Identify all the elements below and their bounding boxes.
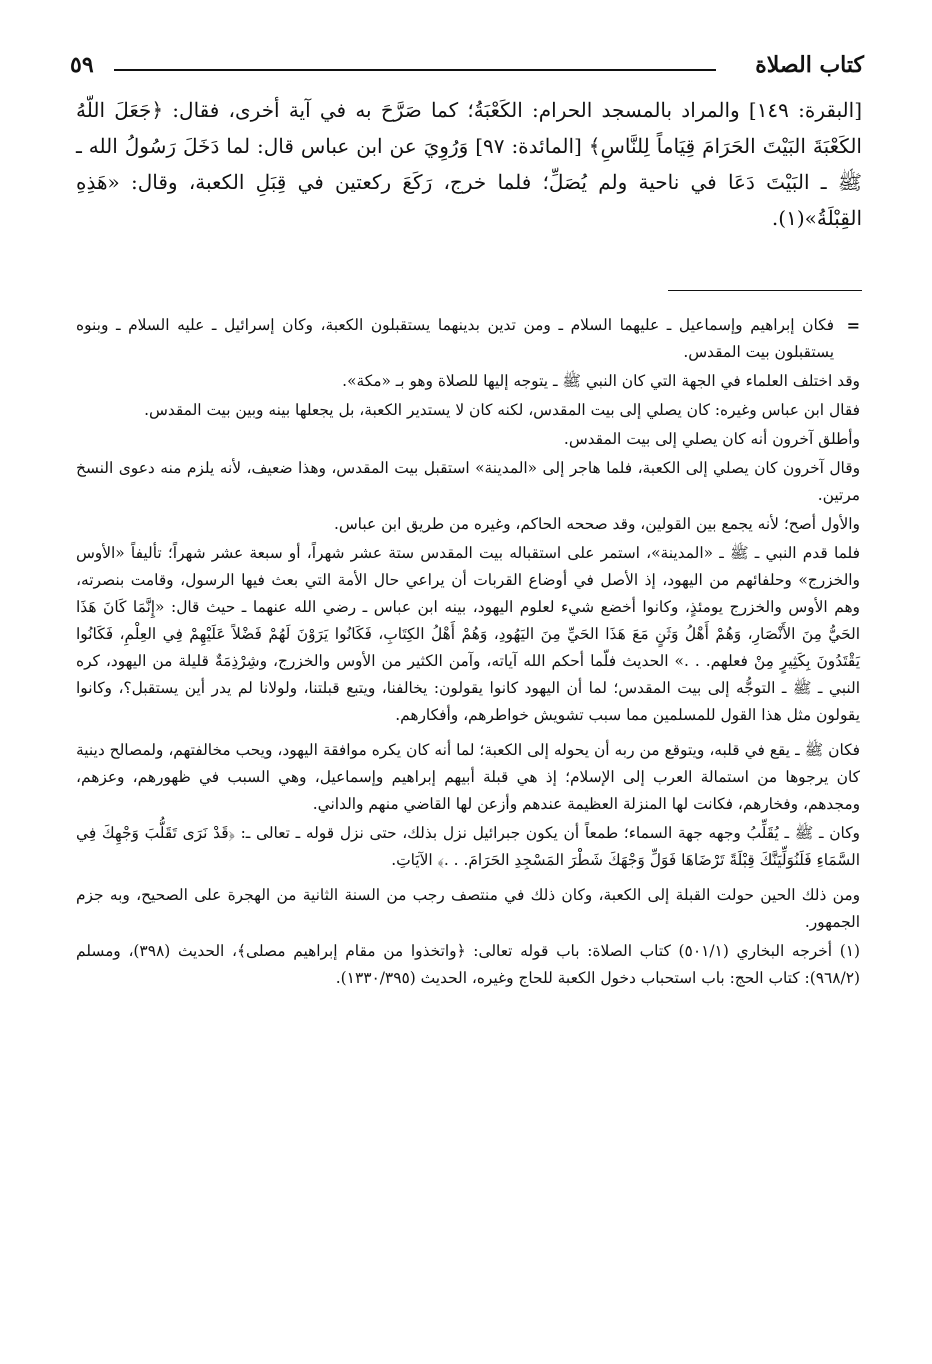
note-paragraph: وأطلق آخرون أنه كان يصلي إلى بيت المقدس.: [563, 430, 860, 448]
continuation-mark: =: [846, 316, 860, 335]
page-header: [70, 50, 864, 90]
note-paragraph: ومن ذلك الحين حولت القبلة إلى الكعبة، وكان ذلك في منتصف رجب من السنة الثانية من الهجرة على الصحيح، وبه جزم الجمهور.: [76, 886, 860, 931]
main-text: [76, 92, 862, 236]
chapter-title: كتاب الصلاة: [755, 52, 864, 78]
note-paragraph: وقال آخرون كان يصلي إلى الكعبة، فلما هاجر إلى «المدينة» استقبل بيت المقدس، وهذا ضعيف، لأنه يلزم منه دعوى النسخ مرتين.: [76, 459, 860, 504]
note-paragraph: وكان ـ ﷺ ـ يُقَلِّبُ وجهه جهة السماء؛ طمعاً أن يكون جبرائيل نزل بذلك، حتى نزل قوله ـ تعالى ـ: ﴿قَدْ نَرَى تَقَلُّبَ وَجْهِكَ فِي السَّمَاءِ فَلَنُوَلِّيَنَّكَ قِبْلَةً تَرْضَاهَا فَوَلِّ وَجْهَكَ شَطْرَ المَسْجِدِ الحَرَامَ. . .﴾ الآيَاتِ.: [76, 824, 860, 869]
main-paragraph: [البقرة: ١٤٩] والمراد بالمسجد الحرام: الكَعْبَةُ؛ كما صَرَّحَ به في آية أخرى، فقال: ﴿جَعَلَ اللّهُ الكَعْبَةَ البَيْتَ الحَرَامَ قِيَاماً لِلنَّاسِ﴾ [المائدة: ٩٧] وَرُوِيَ عن ابن عباس قال: لما دَخَلَ رَسُولُ الله ـ ﷺ ـ البَيْتَ دَعَا في ناحية ولم يُصَلِّ؛ فلما خرج، رَكَعَ ركعتين في قِبَلِ الكعبة، وقال: «هَذِهِ القِبْلَةُ»(١).: [76, 98, 862, 230]
footnote-1: (١) أخرجه البخاري (٥٠١/١) كتاب الصلاة: باب قوله تعالى: ﴿واتخذوا من مقام إبراهيم مصلى﴾، الحديث (٣٩٨)، ومسلم (٩٦٨/٢): كتاب الحج: باب استحباب دخول الكعبة للحاج وغيره، الحديث (١٣٣٠/٣٩٥).: [76, 942, 860, 987]
note-paragraph: فقال ابن عباس وغيره: كان يصلي إلى بيت المقدس، لكنه كان لا يستدير الكعبة، بل يجعلها بينه وبين بيت المقدس.: [144, 401, 860, 419]
note-paragraph: فكان إبراهيم وإسماعيل ـ عليهما السلام ـ ومن تدين بدينهما يستقبلون الكعبة، وكان إسرائيل ـ عليه السلام ـ وبنوه يستقبلون بيت المقدس.: [76, 316, 834, 361]
footnotes: [76, 312, 860, 994]
page-number: ٥٩: [70, 52, 94, 78]
note-paragraph: فلما قدم النبي ـ ﷺ ـ «المدينة»، استمر على استقباله بيت المقدس ستة عشر شهراً، أو سبعة عشر شهراً؛ تأليفاً «الأوس والخزرج» وحلفائهم من اليهود، إذ الأصل في أوضاع القربات أن يراعي حال الأمة التي بعث فيها الرسول، وقامت بنصرته، وهم الأوس والخزرج يومئذٍ، وكانوا أخضع شيء لعلوم اليهود، بينه ابن عباس ـ رضي الله عنهما ـ حيث قال: «إِنَّمَا كَانَ هَذَا الحَيُّ مِنَ الأَنْصَارِ، وَهُمْ أَهْلُ وَثَنٍ مَعَ هَذَا الحَيِّ مِنَ اليَهُودِ، وَهُمْ أَهْلُ الكِتَابِ، فَكَانُوا يَرَوْنَ لَهُمْ فَضْلاً عَلَيْهِمْ فِي العِلْمِ، فَكَانُوا يَقْتَدُونَ بِكَثِيرٍ مِنْ فعلهم. . .» الحديث فلّما أحكم الله آياته، وآمن الكثير من الأوس والخزرج، وشِرْذِمَةٌ قليلة من اليهود، كره النبي ـ ﷺ ـ التوجُّه إلى بيت المقدس؛ لما أن اليهود كانوا يقولون: يخالفنا، ويتبع قبلتنا، ولولانا لم يدر أين يستقبل؟، وكانوا يقولون مثل هذا القول للمسلمين مما سبب تشويش خواطرهم، وأفكارهم.: [76, 544, 860, 724]
header-rule: [114, 69, 716, 71]
footnote-separator: [668, 290, 862, 291]
note-paragraph: وقد اختلف العلماء في الجهة التي كان النبي ﷺ ـ يتوجه إليها للصلاة وهو بـ «مكة».: [342, 372, 860, 390]
note-paragraph: فكان ﷺ ـ يقع في قلبه، ويتوقع من ربه أن يحوله إلى الكعبة؛ لما أنه كان يكره موافقة اليهود، ويحب مخالفتهم، ولمصالح دينية كان يرجوها من استمالة العرب إلى الإسلام؛ إذ هي قبلة أبيهم إبراهيم وإسماعيل، وهي السبب في ظهورهم، وعزهم، ومجدهم، وفخارهم، فكانت لها المنزلة العظيمة عندهم وأزعن لها القاضي منهم والداني.: [76, 741, 860, 813]
note-paragraph: والأول أصح؛ لأنه يجمع بين القولين، وقد صححه الحاكم، وغيره من طريق ابن عباس.: [333, 515, 860, 533]
